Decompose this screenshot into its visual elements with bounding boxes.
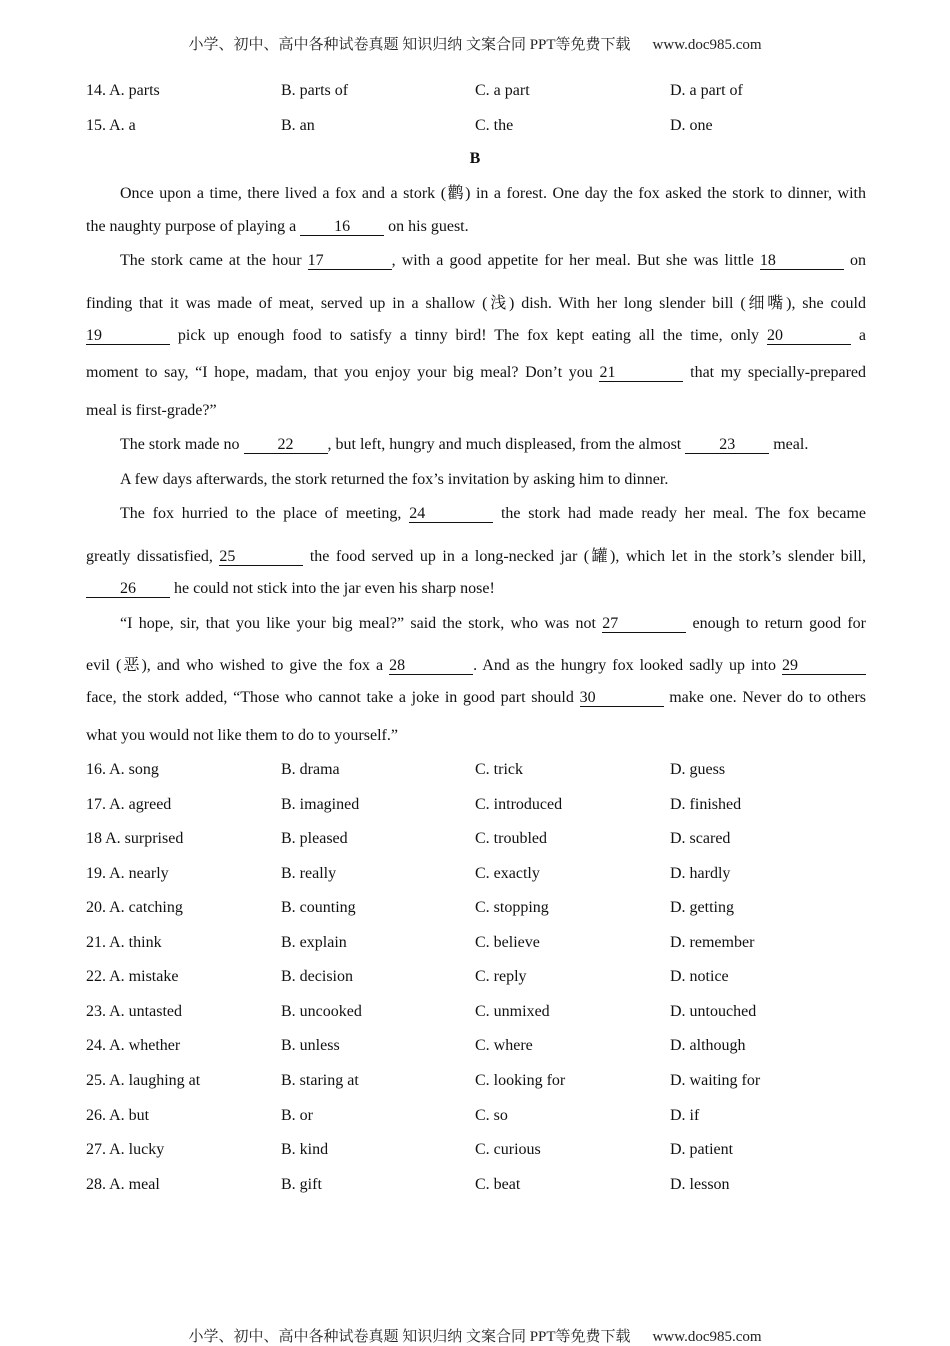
option-c: C. the (475, 117, 514, 134)
passage-text: meal. (769, 436, 809, 453)
question-row-28 (86, 1176, 886, 1200)
passage-text: greatly dissatisfied, (86, 548, 220, 565)
passage-text: meal is first-grade?” (86, 402, 217, 419)
option-d: D. hardly (670, 865, 731, 882)
option-d: D. getting (670, 899, 734, 916)
passage-line (86, 543, 866, 567)
option-b: B. really (281, 865, 337, 882)
option-a: 20. A. catching (86, 899, 183, 916)
option-c: C. believe (475, 934, 540, 951)
option-c: C. exactly (475, 865, 540, 882)
option-b: B. an (281, 117, 315, 134)
option-a: 28. A. meal (86, 1176, 160, 1193)
question-row-16 (86, 761, 886, 785)
option-d: D. scared (670, 830, 731, 847)
option-a: 23. A. untasted (86, 1003, 182, 1020)
blank-26: 26 (86, 580, 170, 598)
passage-line (120, 436, 866, 460)
option-d: D. although (670, 1037, 746, 1054)
option-a: 17. A. agreed (86, 796, 172, 813)
passage-text: a (850, 327, 866, 344)
option-a: 26. A. but (86, 1107, 150, 1124)
option-c: C. a part (475, 82, 530, 99)
option-c: C. looking for (475, 1072, 566, 1089)
option-a: 15. A. a (86, 117, 136, 134)
option-d: D. finished (670, 796, 742, 813)
option-a: 25. A. laughing at (86, 1072, 201, 1089)
option-c: C. beat (475, 1176, 521, 1193)
passage-text: the naughty purpose of playing a (86, 218, 301, 235)
question-row-20 (86, 899, 886, 923)
passage-text: Once upon a time, there lived a fox and a stork (鹳) in a forest. One day the fox asked the stork to dinner, with (120, 185, 866, 202)
option-b: B. uncooked (281, 1003, 362, 1020)
passage-text: . And as the hungry fox looked sadly up into (473, 657, 782, 674)
passage-line (86, 402, 866, 426)
blank-21: 21 (599, 364, 683, 382)
option-c: C. stopping (475, 899, 549, 916)
option-c: C. troubled (475, 830, 547, 847)
question-row-18 (86, 830, 886, 854)
passage-text: on his guest. (384, 218, 469, 235)
option-c: C. introduced (475, 796, 563, 813)
option-a: 24. A. whether (86, 1037, 181, 1054)
passage-line (86, 580, 866, 604)
header-text: 小学、初中、高中各种试卷真题 知识归纳 文案合同 PPT等免费下载 (188, 37, 631, 53)
option-a: 16. A. song (86, 761, 159, 778)
passage-text: The stork came at the hour (120, 252, 308, 269)
option-d: D. guess (670, 761, 726, 778)
passage-line (120, 252, 866, 276)
passage-text: the stork had made ready her meal. The fox became (493, 505, 867, 522)
footer-url[interactable]: www.doc985.com (652, 1329, 762, 1345)
passage-text: what you would not like them to do to yourself.” (86, 727, 398, 744)
passage-text: evil (恶), and who wished to give the fox a (86, 657, 390, 674)
option-b: B. unless (281, 1037, 340, 1054)
passage-line (86, 727, 866, 751)
passage-line (120, 615, 866, 639)
option-a: 21. A. think (86, 934, 162, 951)
option-b: B. decision (281, 968, 353, 985)
option-d: D. waiting for (670, 1072, 761, 1089)
blank-27: 27 (602, 615, 686, 633)
blank-19: 19 (86, 327, 170, 345)
blank-23: 23 (685, 436, 769, 454)
passage-text: that my specially-prepared (683, 364, 867, 381)
question-row-24 (86, 1037, 886, 1061)
question-row-22 (86, 968, 886, 992)
passage-text: The stork made no (120, 436, 244, 453)
question-row-23 (86, 1003, 886, 1027)
option-a: 22. A. mistake (86, 968, 179, 985)
blank-20: 20 (767, 327, 851, 345)
option-d: D. if (670, 1107, 700, 1124)
passage-text: finding that it was made of meat, served up in a shallow (浅) dish. With her long slender bill (细嘴), she could (86, 295, 866, 312)
footer-text: 小学、初中、高中各种试卷真题 知识归纳 文案合同 PPT等免费下载 (188, 1329, 631, 1345)
option-b: B. staring at (281, 1072, 359, 1089)
passage-text: “I hope, sir, that you like your big meal?” said the stork, who was not (120, 615, 603, 632)
option-b: B. parts of (281, 82, 349, 99)
question-row-19 (86, 865, 886, 889)
option-b: B. imagined (281, 796, 360, 813)
option-c: C. curious (475, 1141, 541, 1158)
option-c: C. where (475, 1037, 533, 1054)
passage-text: , but left, hungry and much displeased, from the almost (327, 436, 686, 453)
passage-line (86, 290, 866, 314)
option-d: D. one (670, 117, 713, 134)
blank-29: 29 (782, 657, 866, 675)
option-a: 27. A. lucky (86, 1141, 165, 1158)
passage-text: on (843, 252, 867, 269)
passage-text: , with a good appetite for her meal. But she was little (391, 252, 760, 269)
passage-text: face, the stork added, “Those who cannot take a joke in good part should (86, 689, 580, 706)
option-d: D. remember (670, 934, 755, 951)
question-row-15 (86, 117, 886, 141)
question-row-14 (86, 82, 886, 106)
option-b: B. gift (281, 1176, 322, 1193)
blank-30: 30 (580, 689, 664, 707)
passage-line (120, 471, 866, 495)
blank-24: 24 (409, 505, 493, 523)
blank-17: 17 (308, 252, 392, 270)
option-c: C. reply (475, 968, 527, 985)
option-b: B. explain (281, 934, 347, 951)
passage-text: A few days afterwards, the stork returned the fox’s invitation by asking him to dinner. (120, 471, 669, 488)
blank-28: 28 (389, 657, 473, 675)
passage-line (86, 689, 866, 713)
blank-25: 25 (219, 548, 303, 566)
question-row-27 (86, 1141, 886, 1165)
passage-line (120, 505, 866, 529)
passage-text: enough to return good for (686, 615, 867, 632)
header-url[interactable]: www.doc985.com (652, 37, 762, 53)
passage-text: The fox hurried to the place of meeting, (120, 505, 410, 522)
option-b: B. kind (281, 1141, 329, 1158)
passage-text: he could not stick into the jar even his sharp nose! (170, 580, 495, 597)
option-c: C. so (475, 1107, 508, 1124)
option-b: B. counting (281, 899, 356, 916)
passage-text: moment to say, “I hope, madam, that you enjoy your big meal? Don’t you (86, 364, 600, 381)
passage-line (120, 180, 866, 204)
passage-text: pick up enough food to satisfy a tinny bird! The fox kept eating all the time, only (170, 327, 767, 344)
option-b: B. drama (281, 761, 340, 778)
option-a: 18 A. surprised (86, 830, 184, 847)
section-title: B (469, 150, 481, 167)
option-a: 19. A. nearly (86, 865, 169, 882)
option-d: D. a part of (670, 82, 743, 99)
passage-text: make one. Never do to others (663, 689, 867, 706)
question-row-17 (86, 796, 886, 820)
passage-line (86, 652, 866, 676)
blank-22: 22 (244, 436, 328, 454)
question-row-21 (86, 934, 886, 958)
option-d: D. lesson (670, 1176, 730, 1193)
option-d: D. notice (670, 968, 729, 985)
passage-text: the food served up in a long-necked jar (罐), which let in the stork’s slender bill, (303, 548, 866, 565)
page-footer (0, 1325, 950, 1346)
option-b: B. pleased (281, 830, 348, 847)
passage-line (86, 327, 866, 351)
option-d: D. patient (670, 1141, 734, 1158)
option-c: C. unmixed (475, 1003, 550, 1020)
question-row-26 (86, 1107, 886, 1131)
passage-line (86, 218, 866, 242)
question-row-25 (86, 1072, 886, 1096)
page-header (0, 33, 950, 54)
option-a: 14. A. parts (86, 82, 160, 99)
option-d: D. untouched (670, 1003, 757, 1020)
blank-18: 18 (760, 252, 844, 270)
passage-line (86, 364, 866, 388)
option-b: B. or (281, 1107, 313, 1124)
blank-16: 16 (300, 218, 384, 236)
option-c: C. trick (475, 761, 523, 778)
